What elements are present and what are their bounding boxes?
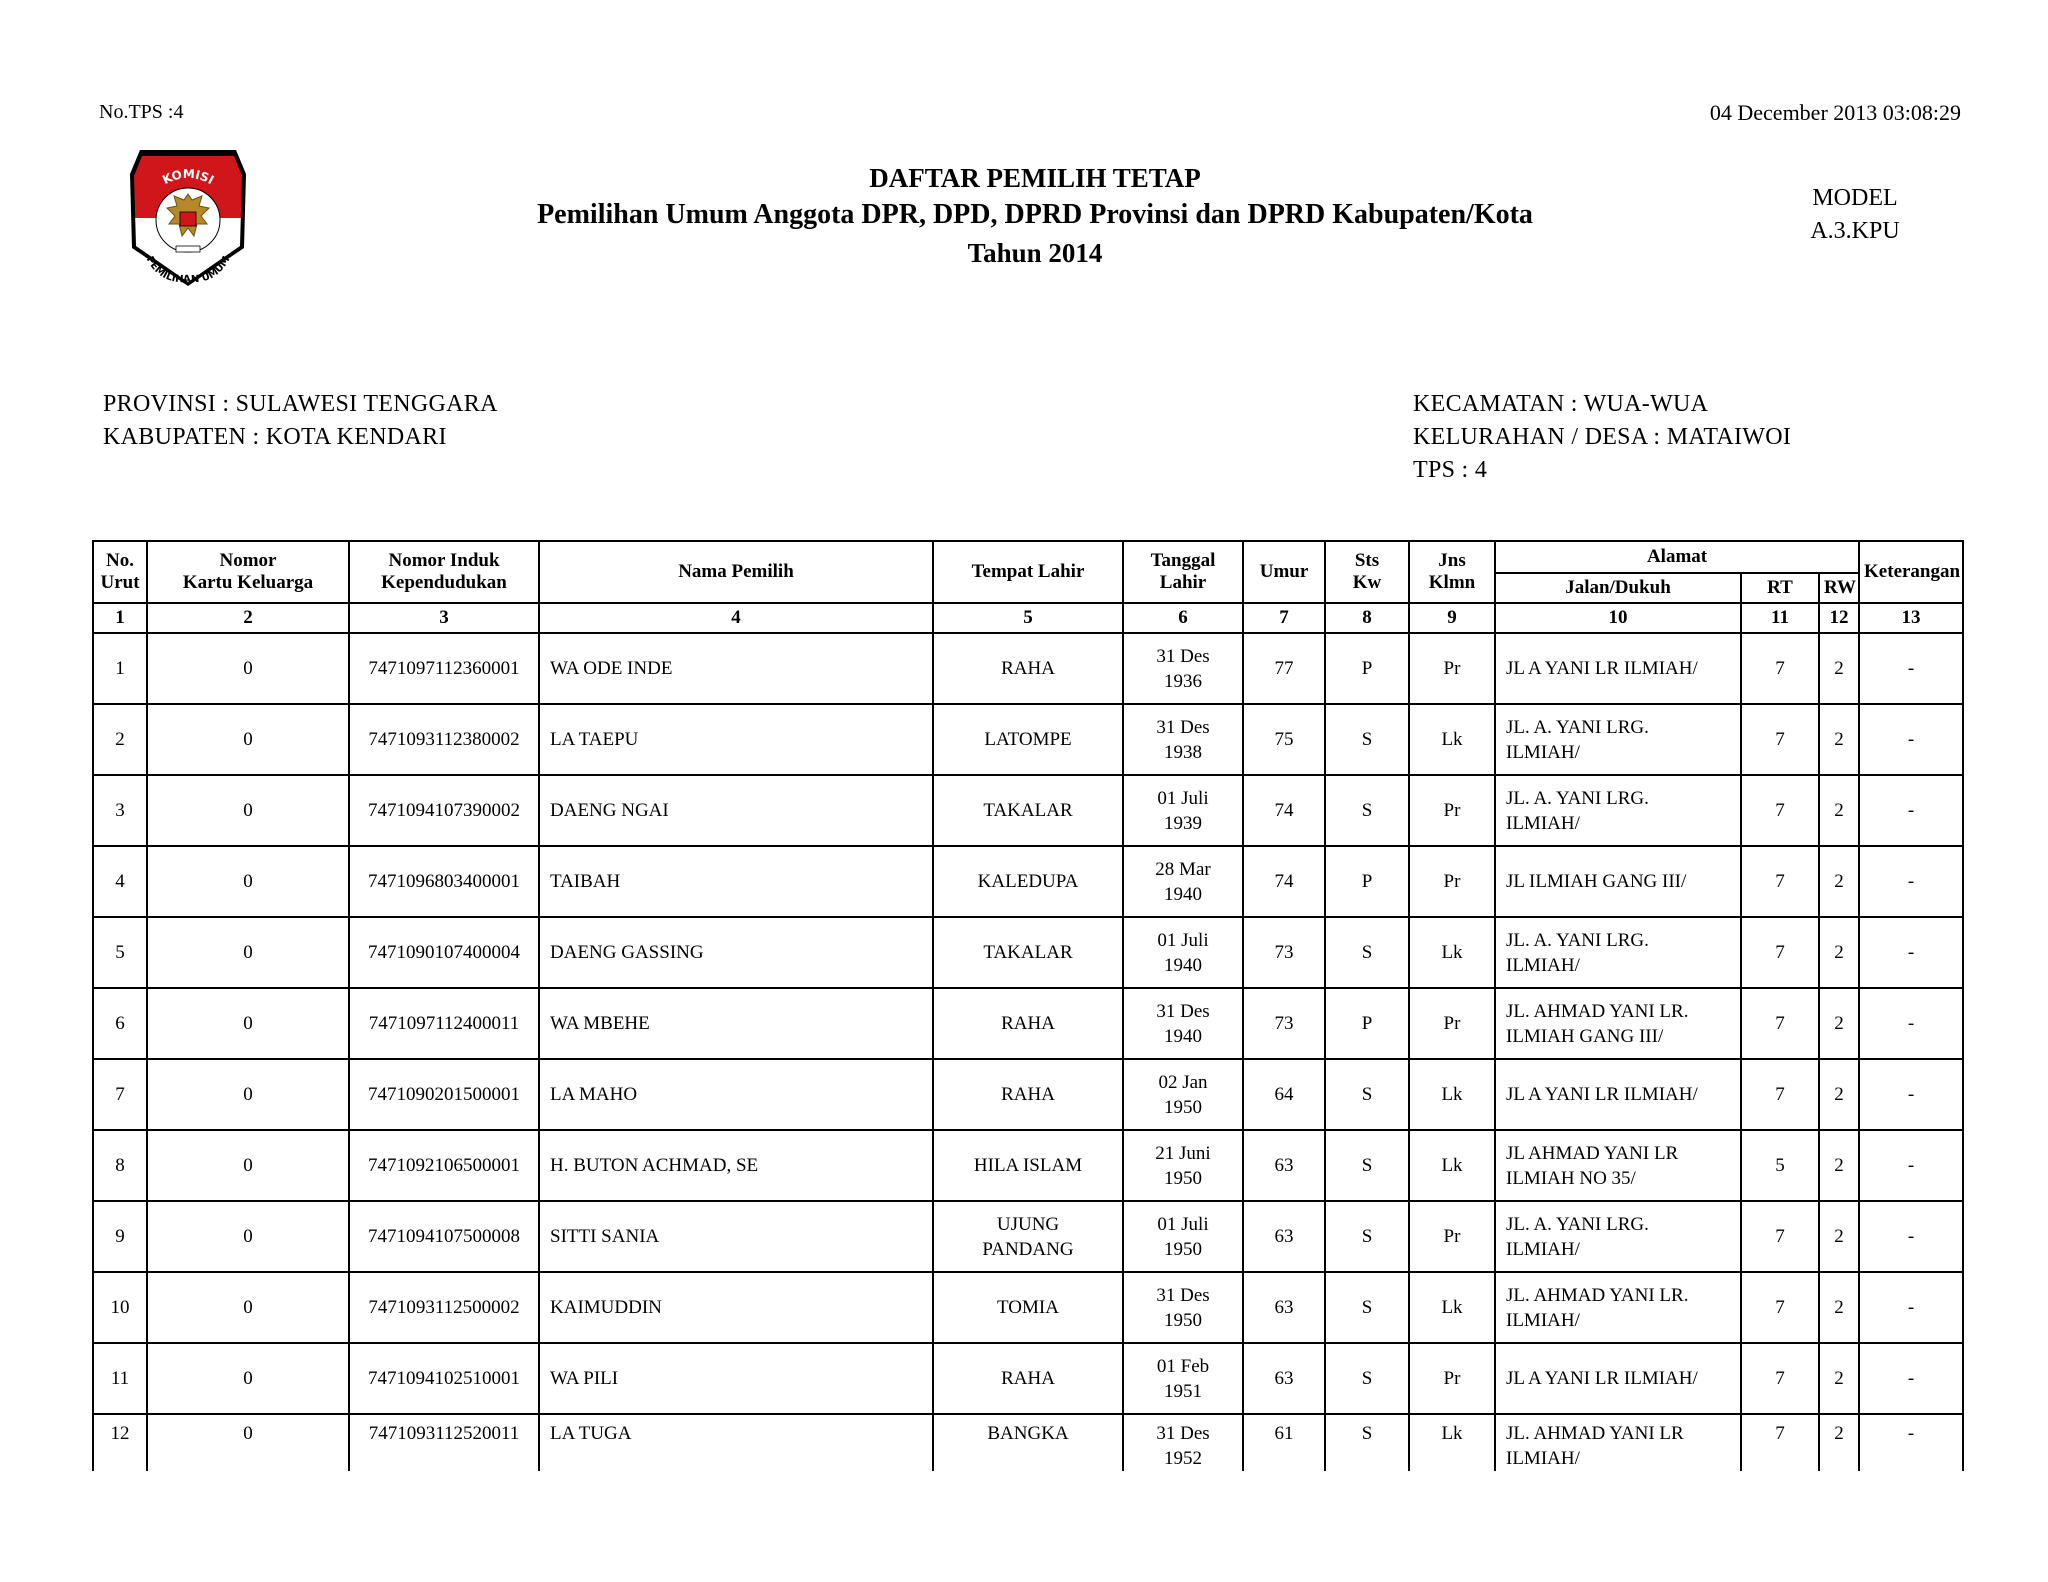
cell-sts-kw: P [1325, 988, 1409, 1059]
cell-nomor-kk: 0 [147, 1272, 349, 1343]
header-nik: Nomor Induk Kependudukan [349, 541, 539, 603]
cell-tempat-lahir-line: PANDANG [982, 1238, 1074, 1260]
cell-rw: 2 [1819, 1414, 1859, 1471]
cell-jalan-line: ILMIAH GANG III/ [1506, 1025, 1664, 1047]
cell-tanggal-lahir-line: 1950 [1164, 1167, 1202, 1189]
cell-umur: 74 [1243, 775, 1325, 846]
cell-keterangan: - [1859, 1201, 1963, 1272]
cell-nik: 7471094107390002 [349, 775, 539, 846]
cell-jalan-line: JL A YANI LR ILMIAH/ [1506, 1084, 1698, 1105]
cell-rt: 7 [1741, 1343, 1819, 1414]
cell-tanggal-lahir [1123, 775, 1243, 846]
cell-tempat-lahir [933, 704, 1123, 775]
cell-rw: 2 [1819, 846, 1859, 917]
cell-jalan-line: JL. A. YANI LRG. [1506, 1213, 1649, 1235]
cell-tanggal-lahir [1123, 1201, 1243, 1272]
cell-sts-kw: S [1325, 1343, 1409, 1414]
cell-tanggal-lahir [1123, 917, 1243, 988]
cell-rt: 7 [1741, 846, 1819, 917]
cell-rt: 7 [1741, 775, 1819, 846]
cell-rw: 2 [1819, 1201, 1859, 1272]
cell-keterangan: - [1859, 1272, 1963, 1343]
cell-tempat-lahir [933, 917, 1123, 988]
cell-nik: 7471096803400001 [349, 846, 539, 917]
cell-nama: KAIMUDDIN [539, 1272, 933, 1343]
cell-jalan [1495, 1201, 1741, 1272]
cell-umur: 75 [1243, 704, 1325, 775]
cell-keterangan: - [1859, 1130, 1963, 1201]
column-number: 8 [1325, 603, 1409, 633]
cell-jalan-line: JL. AHMAD YANI LR. [1506, 1000, 1689, 1022]
cell-sts-kw: P [1325, 633, 1409, 704]
column-number: 3 [349, 603, 539, 633]
cell-keterangan: - [1859, 633, 1963, 704]
cell-tanggal-lahir-line: 01 Feb [1156, 1355, 1210, 1377]
table-row [93, 1272, 1963, 1343]
cell-rt: 5 [1741, 1130, 1819, 1201]
cell-rw: 2 [1819, 988, 1859, 1059]
cell-rw: 2 [1819, 1130, 1859, 1201]
cell-jns-klmn: Pr [1409, 1343, 1495, 1414]
table-row [93, 1201, 1963, 1272]
cell-tanggal-lahir [1123, 1272, 1243, 1343]
cell-no-urut: 8 [93, 1130, 147, 1201]
model-value: A.3.KPU [1810, 218, 1900, 244]
cell-umur: 77 [1243, 633, 1325, 704]
cell-tanggal-lahir [1123, 704, 1243, 775]
table-row [93, 917, 1963, 988]
cell-tempat-lahir [933, 988, 1123, 1059]
cell-tempat-lahir [933, 1272, 1123, 1343]
cell-rw: 2 [1819, 633, 1859, 704]
cell-tempat-lahir-line: UJUNG [996, 1213, 1060, 1235]
cell-nama: TAIBAH [539, 846, 933, 917]
title-subtitle: Pemilihan Umum Anggota DPR, DPD, DPRD Provinsi dan DPRD Kabupaten/Kota [537, 199, 1533, 230]
cell-nik: 7471092106500001 [349, 1130, 539, 1201]
header-alamat: Alamat [1495, 541, 1859, 573]
cell-keterangan: - [1859, 988, 1963, 1059]
column-number: 5 [933, 603, 1123, 633]
cell-keterangan: - [1859, 1059, 1963, 1130]
cell-tempat-lahir-line: HILA ISLAM [973, 1155, 1083, 1176]
cell-no-urut: 5 [93, 917, 147, 988]
column-number: 4 [539, 603, 933, 633]
cell-jalan [1495, 1414, 1741, 1471]
cell-jalan [1495, 1272, 1741, 1343]
cell-umur: 74 [1243, 846, 1325, 917]
kecamatan: KECAMATAN : WUA-WUA [1413, 391, 1709, 417]
table-row [93, 633, 1963, 704]
cell-jalan [1495, 917, 1741, 988]
cell-nik: 7471090201500001 [349, 1059, 539, 1130]
model-code [1790, 182, 1920, 248]
cell-tanggal-lahir-line: 02 Jan [1158, 1071, 1208, 1093]
cell-jalan-line: ILMIAH/ [1506, 1309, 1580, 1331]
cell-nama: WA PILI [539, 1343, 933, 1414]
cell-nomor-kk: 0 [147, 846, 349, 917]
cell-umur: 63 [1243, 1130, 1325, 1201]
cell-tanggal-lahir-line: 21 Juni [1155, 1142, 1211, 1164]
cell-nomor-kk: 0 [147, 988, 349, 1059]
cell-tempat-lahir [933, 1130, 1123, 1201]
cell-sts-kw: S [1325, 1201, 1409, 1272]
cell-tanggal-lahir-line: 01 Juli [1157, 787, 1209, 809]
svg-text:KOMISI: KOMISI [160, 166, 217, 188]
tps: TPS : 4 [1413, 457, 1488, 483]
cell-jalan-line: JL A YANI LR ILMIAH/ [1506, 1368, 1698, 1389]
cell-jalan-line: JL. A. YANI LRG. [1506, 787, 1649, 809]
cell-no-urut: 1 [93, 633, 147, 704]
cell-rw: 2 [1819, 775, 1859, 846]
cell-nomor-kk: 0 [147, 1059, 349, 1130]
kabupaten: KABUPATEN : KOTA KENDARI [103, 424, 447, 450]
title-main: DAFTAR PEMILIH TETAP [869, 163, 1201, 193]
cell-nomor-kk: 0 [147, 917, 349, 988]
cell-tempat-lahir [933, 1201, 1123, 1272]
cell-keterangan: - [1859, 846, 1963, 917]
cell-nama: WA ODE INDE [539, 633, 933, 704]
column-number: 10 [1495, 603, 1741, 633]
cell-tanggal-lahir-line: 1940 [1164, 954, 1202, 976]
cell-jns-klmn: Pr [1409, 775, 1495, 846]
cell-no-urut: 2 [93, 704, 147, 775]
cell-tempat-lahir-line: LATOMPE [984, 729, 1072, 750]
header-tempat-lahir: Tempat Lahir [933, 541, 1123, 603]
cell-sts-kw: S [1325, 775, 1409, 846]
provinsi: PROVINSI : SULAWESI TENGGARA [103, 391, 498, 417]
cell-tempat-lahir-line: RAHA [1001, 1084, 1055, 1105]
cell-no-urut: 4 [93, 846, 147, 917]
cell-umur: 63 [1243, 1343, 1325, 1414]
cell-rt: 7 [1741, 1414, 1819, 1471]
cell-jns-klmn: Lk [1409, 1414, 1495, 1471]
cell-no-urut: 7 [93, 1059, 147, 1130]
cell-jalan-line: JL. AHMAD YANI LR. [1506, 1284, 1689, 1306]
cell-nik: 7471094102510001 [349, 1343, 539, 1414]
print-timestamp: 04 December 2013 03:08:29 [1709, 100, 1961, 125]
cell-umur: 63 [1243, 1201, 1325, 1272]
header-nomor-kk: Nomor Kartu Keluarga [147, 541, 349, 603]
cell-tempat-lahir-line: BANGKA [987, 1423, 1069, 1444]
cell-jalan-line: JL ILMIAH GANG III/ [1506, 871, 1687, 892]
cell-rt: 7 [1741, 1272, 1819, 1343]
cell-tanggal-lahir [1123, 1130, 1243, 1201]
column-number: 9 [1409, 603, 1495, 633]
model-label: MODEL [1812, 185, 1898, 211]
cell-tempat-lahir [933, 775, 1123, 846]
cell-jalan [1495, 1343, 1741, 1414]
cell-jalan-line: JL. AHMAD YANI LR [1506, 1423, 1684, 1444]
header-jns-klmn: Jns Klmn [1409, 541, 1495, 603]
cell-jns-klmn: Pr [1409, 633, 1495, 704]
column-number: 6 [1123, 603, 1243, 633]
cell-jns-klmn: Lk [1409, 1272, 1495, 1343]
cell-nomor-kk: 0 [147, 1201, 349, 1272]
cell-tempat-lahir [933, 846, 1123, 917]
cell-tanggal-lahir [1123, 988, 1243, 1059]
cell-nomor-kk: 0 [147, 704, 349, 775]
cell-nomor-kk: 0 [147, 1130, 349, 1201]
cell-sts-kw: S [1325, 917, 1409, 988]
cell-keterangan: - [1859, 917, 1963, 988]
cell-tempat-lahir-line: KALEDUPA [977, 871, 1079, 892]
cell-tanggal-lahir-line: 1952 [1164, 1448, 1202, 1469]
cell-sts-kw: P [1325, 846, 1409, 917]
cell-jalan-line: ILMIAH/ [1506, 1238, 1580, 1260]
voter-rows [93, 633, 1963, 1471]
header-rw: RW [1819, 573, 1859, 603]
table-row [93, 1059, 1963, 1130]
cell-jns-klmn: Lk [1409, 704, 1495, 775]
cell-rt: 7 [1741, 1059, 1819, 1130]
cell-nama: DAENG NGAI [539, 775, 933, 846]
cell-tanggal-lahir-line: 28 Mar [1155, 858, 1211, 880]
cell-tanggal-lahir [1123, 633, 1243, 704]
cell-tanggal-lahir-line: 31 Des [1156, 716, 1210, 738]
cell-jalan-line: ILMIAH/ [1506, 1448, 1580, 1469]
title-year: Tahun 2014 [967, 238, 1103, 268]
cell-tanggal-lahir-line: 31 Des [1156, 1423, 1210, 1444]
cell-tanggal-lahir-line: 1950 [1164, 1238, 1202, 1260]
cell-nama: DAENG GASSING [539, 917, 933, 988]
cell-jns-klmn: Pr [1409, 846, 1495, 917]
cell-tanggal-lahir [1123, 1343, 1243, 1414]
cell-keterangan: - [1859, 704, 1963, 775]
header-jalan: Jalan/Dukuh [1495, 573, 1741, 603]
cell-rw: 2 [1819, 1272, 1859, 1343]
cell-sts-kw: S [1325, 704, 1409, 775]
cell-jalan-line: ILMIAH/ [1506, 954, 1580, 976]
cell-sts-kw: S [1325, 1272, 1409, 1343]
cell-jalan-line: JL. A. YANI LRG. [1506, 929, 1649, 951]
cell-tanggal-lahir [1123, 1414, 1243, 1471]
cell-jns-klmn: Lk [1409, 1059, 1495, 1130]
cell-tanggal-lahir [1123, 1059, 1243, 1130]
cell-tanggal-lahir-line: 1940 [1164, 1025, 1202, 1047]
cell-no-urut: 10 [93, 1272, 147, 1343]
table-row [93, 775, 1963, 846]
cell-rt: 7 [1741, 917, 1819, 988]
cell-tempat-lahir-line: TOMIA [997, 1297, 1059, 1318]
table-row [93, 846, 1963, 917]
cell-rw: 2 [1819, 1059, 1859, 1130]
column-number: 13 [1859, 603, 1963, 633]
cell-jalan-line: JL AHMAD YANI LR [1506, 1142, 1679, 1164]
header-no-urut: No. Urut [93, 541, 147, 603]
cell-nik: 7471093112500002 [349, 1272, 539, 1343]
table-row [93, 1130, 1963, 1201]
cell-keterangan: - [1859, 1343, 1963, 1414]
cell-umur: 73 [1243, 988, 1325, 1059]
cell-sts-kw: S [1325, 1059, 1409, 1130]
header-nama: Nama Pemilih [539, 541, 933, 603]
header-tanggal-lahir: Tanggal Lahir [1123, 541, 1243, 603]
cell-tanggal-lahir-line: 31 Des [1156, 645, 1210, 667]
cell-no-urut: 6 [93, 988, 147, 1059]
cell-no-urut: 9 [93, 1201, 147, 1272]
cell-jns-klmn: Lk [1409, 1130, 1495, 1201]
cell-no-urut: 3 [93, 775, 147, 846]
header-sts-kw: Sts Kw [1325, 541, 1409, 603]
kelurahan: KELURAHAN / DESA : MATAIWOI [1413, 424, 1792, 450]
cell-tempat-lahir [933, 633, 1123, 704]
cell-nomor-kk: 0 [147, 775, 349, 846]
cell-nik: 7471097112360001 [349, 633, 539, 704]
cell-tempat-lahir [933, 1059, 1123, 1130]
header-keterangan: Keterangan [1859, 541, 1963, 603]
cell-nomor-kk: 0 [147, 1343, 349, 1414]
cell-nama: WA MBEHE [539, 988, 933, 1059]
cell-jalan [1495, 775, 1741, 846]
cell-nik: 7471093112520011 [349, 1414, 539, 1471]
cell-nama: LA TUGA [539, 1414, 933, 1471]
cell-rw: 2 [1819, 917, 1859, 988]
svg-text:PEMILIHAN UMUM: PEMILIHAN UMUM [143, 254, 233, 286]
voter-table [92, 540, 1964, 1471]
column-number: 12 [1819, 603, 1859, 633]
cell-keterangan: - [1859, 775, 1963, 846]
cell-jalan [1495, 1130, 1741, 1201]
table-row [93, 704, 1963, 775]
cell-rt: 7 [1741, 704, 1819, 775]
cell-tanggal-lahir-line: 1939 [1164, 812, 1202, 834]
table-row [93, 988, 1963, 1059]
cell-nik: 7471094107500008 [349, 1201, 539, 1272]
cell-nama: LA MAHO [539, 1059, 933, 1130]
region-right [1413, 388, 1791, 487]
cell-jalan [1495, 988, 1741, 1059]
cell-nik: 7471090107400004 [349, 917, 539, 988]
cell-jns-klmn: Lk [1409, 917, 1495, 988]
cell-no-urut: 11 [93, 1343, 147, 1414]
cell-tempat-lahir-line: RAHA [1001, 1013, 1055, 1034]
cell-jalan [1495, 704, 1741, 775]
column-number: 1 [93, 603, 147, 633]
cell-tempat-lahir [933, 1414, 1123, 1471]
cell-tanggal-lahir-line: 1940 [1164, 883, 1202, 905]
cell-tanggal-lahir-line: 1936 [1164, 670, 1202, 692]
cell-tempat-lahir-line: RAHA [1001, 658, 1055, 679]
cell-umur: 61 [1243, 1414, 1325, 1471]
cell-jns-klmn: Pr [1409, 988, 1495, 1059]
cell-jalan-line: ILMIAH/ [1506, 812, 1580, 834]
kpu-logo [122, 146, 254, 288]
cell-no-urut: 12 [93, 1414, 147, 1471]
cell-jns-klmn: Pr [1409, 1201, 1495, 1272]
cell-jalan-line: JL. A. YANI LRG. [1506, 716, 1649, 738]
cell-tanggal-lahir-line: 1950 [1164, 1096, 1202, 1118]
cell-rt: 7 [1741, 988, 1819, 1059]
cell-jalan-line: JL A YANI LR ILMIAH/ [1506, 658, 1698, 679]
cell-nik: 7471097112400011 [349, 988, 539, 1059]
cell-tempat-lahir-line: TAKALAR [983, 942, 1073, 963]
cell-rw: 2 [1819, 1343, 1859, 1414]
cell-nik: 7471093112380002 [349, 704, 539, 775]
table-row [93, 1343, 1963, 1414]
region-left [103, 388, 498, 454]
cell-tempat-lahir-line: RAHA [1001, 1368, 1055, 1389]
column-number-row [93, 603, 1963, 633]
cell-nama: H. BUTON ACHMAD, SE [539, 1130, 933, 1201]
table-row [93, 1414, 1963, 1471]
cell-nomor-kk: 0 [147, 633, 349, 704]
cell-umur: 64 [1243, 1059, 1325, 1130]
cell-umur: 73 [1243, 917, 1325, 988]
cell-tanggal-lahir-line: 31 Des [1156, 1000, 1210, 1022]
tps-number: No.TPS :4 [99, 101, 184, 123]
header-umur: Umur [1243, 541, 1325, 603]
cell-tanggal-lahir-line: 1951 [1164, 1380, 1202, 1402]
cell-tanggal-lahir [1123, 846, 1243, 917]
cell-tanggal-lahir-line: 01 Juli [1157, 929, 1209, 951]
cell-jalan [1495, 633, 1741, 704]
cell-jalan [1495, 846, 1741, 917]
cell-jalan [1495, 1059, 1741, 1130]
cell-tanggal-lahir-line: 01 Juli [1157, 1213, 1209, 1235]
cell-tanggal-lahir-line: 1938 [1164, 741, 1202, 763]
cell-rt: 7 [1741, 1201, 1819, 1272]
cell-sts-kw: S [1325, 1130, 1409, 1201]
document-title [460, 160, 1610, 272]
column-number: 2 [147, 603, 349, 633]
cell-tanggal-lahir-line: 31 Des [1156, 1284, 1210, 1306]
cell-rt: 7 [1741, 633, 1819, 704]
cell-jalan-line: ILMIAH NO 35/ [1506, 1167, 1636, 1189]
cell-tempat-lahir-line: TAKALAR [983, 800, 1073, 821]
cell-jalan-line: ILMIAH/ [1506, 741, 1580, 763]
cell-umur: 63 [1243, 1272, 1325, 1343]
cell-sts-kw: S [1325, 1414, 1409, 1471]
column-number: 11 [1741, 603, 1819, 633]
column-number: 7 [1243, 603, 1325, 633]
cell-tempat-lahir [933, 1343, 1123, 1414]
cell-nama: LA TAEPU [539, 704, 933, 775]
header-rt: RT [1741, 573, 1819, 603]
cell-nama: SITTI SANIA [539, 1201, 933, 1272]
cell-keterangan: - [1859, 1414, 1963, 1471]
cell-tanggal-lahir-line: 1950 [1164, 1309, 1202, 1331]
cell-nomor-kk: 0 [147, 1414, 349, 1471]
cell-rw: 2 [1819, 704, 1859, 775]
